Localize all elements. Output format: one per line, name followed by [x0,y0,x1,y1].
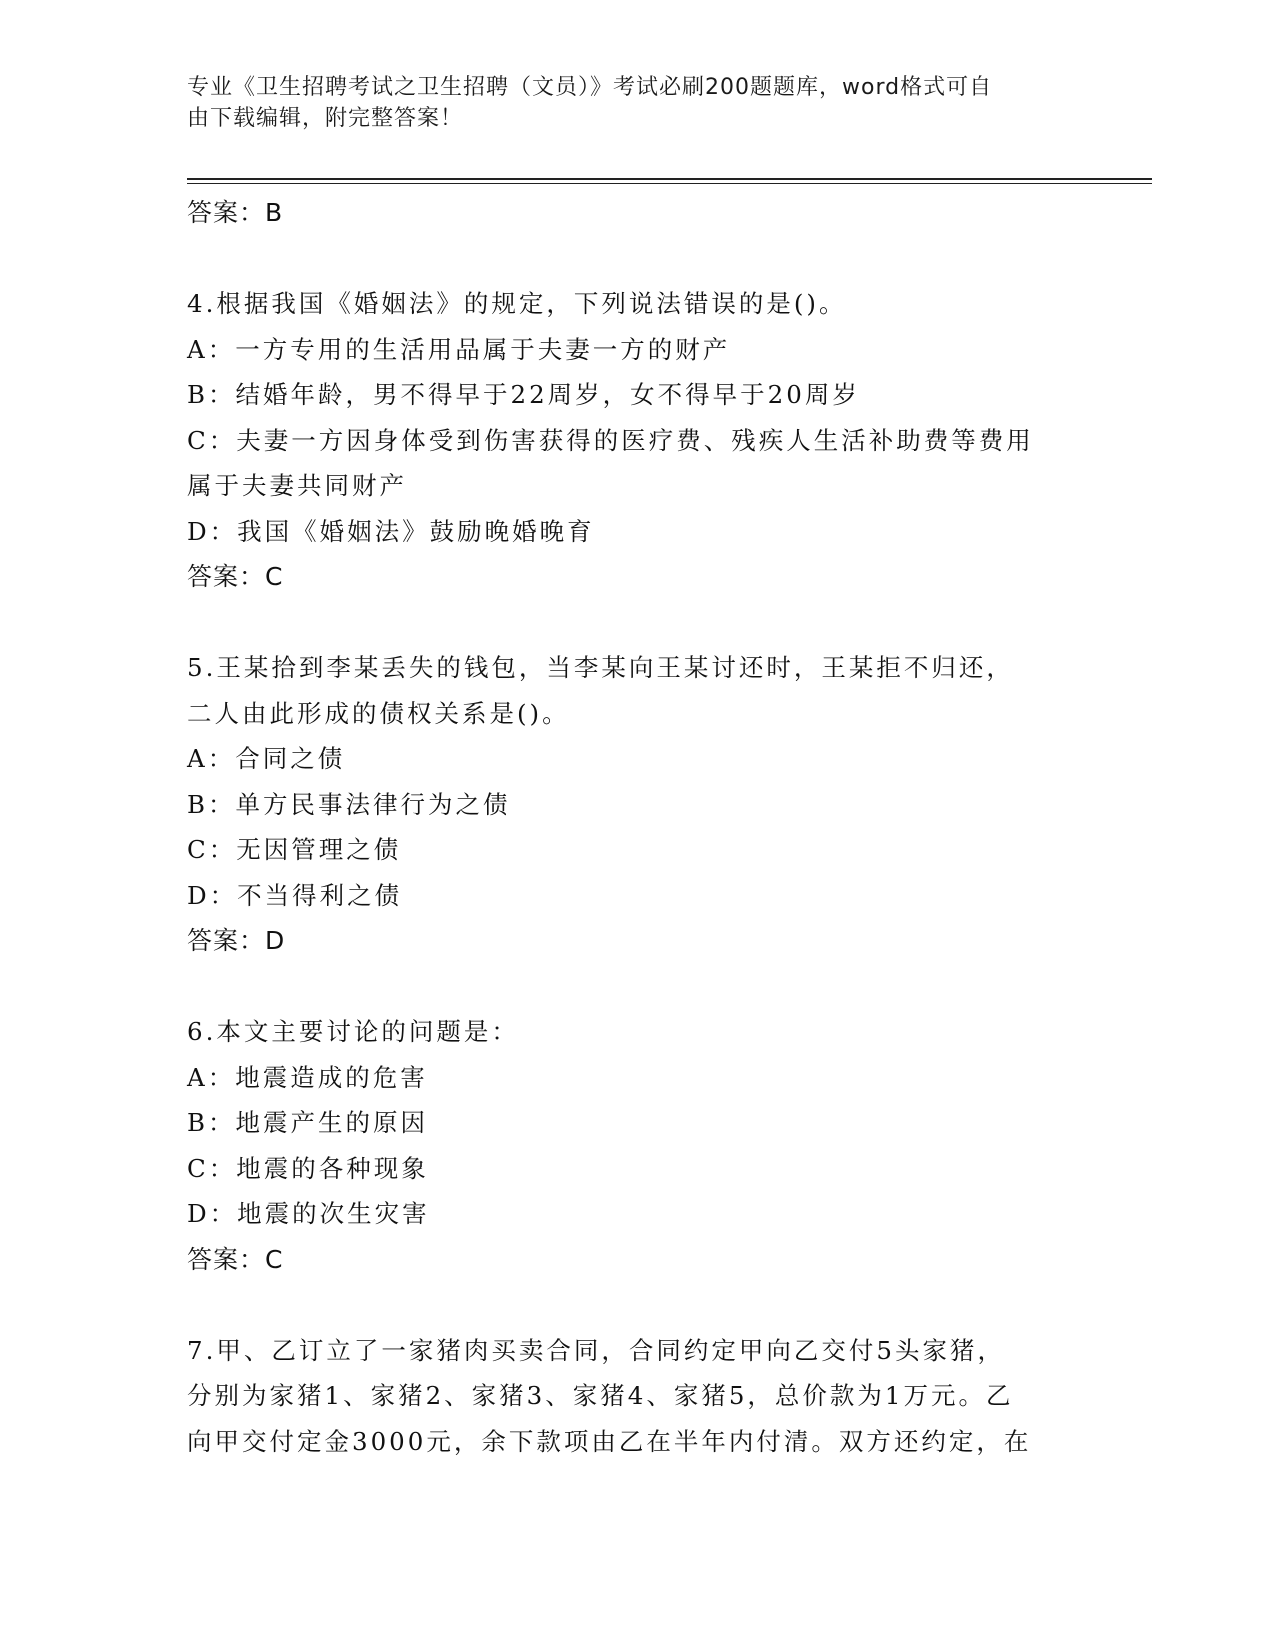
question-6-option-b: B：地震产生的原因 [187,1108,429,1137]
question-6-option-d: D：地震的次生灾害 [187,1199,430,1228]
spacer [187,1282,1087,1328]
question-7-stem: 7.甲、乙订立了一家猪肉买卖合同，合同约定甲向乙交付5头家猪， [187,1335,1005,1365]
spacer [187,600,1087,646]
question-5-stem: 5.王某拾到李某丢失的钱包，当李某向王某讨还时，王某拒不归还， [187,653,1014,682]
spacer [187,236,1087,282]
question-4-option-a: A：一方专用的生活用品属于夫妻一方的财产 [187,334,731,364]
header-divider-thin [187,183,1152,184]
spacer [187,964,1087,1010]
question-4-option-b: B：结婚年龄，男不得早于22周岁，女不得早于20周岁 [187,380,860,409]
header-title-line-1: 专业《卫生招聘考试之卫生招聘（文员）》考试必刷200题题库，word格式可自 [187,75,993,100]
question-6-option-c: C：地震的各种现象 [187,1153,429,1183]
question-4-option-c-continued: 属于夫妻共同财产 [187,471,407,500]
question-5 [187,645,1087,964]
question-7-stem-continued: 分别为家猪1、家猪2、家猪3、家猪4、家猪5，总价款为1万元。乙 [187,1381,1014,1410]
header-divider-thick [187,178,1152,180]
question-5-option-c: C：无因管理之债 [187,835,402,864]
question-7 [187,1328,1087,1465]
question-6-stem: 6.本文主要讨论的问题是： [187,1017,519,1046]
question-4-option-d: D：我国《婚姻法》鼓励晚婚晚育 [187,516,595,546]
question-4-option-c: C：夫妻一方因身体受到伤害获得的医疗费、残疾人生活补助费等费用 [187,425,1034,455]
question-4-stem: 4.根据我国《婚姻法》的规定，下列说法错误的是()。 [187,289,847,318]
question-7-stem-continued-2: 向甲交付定金3000元，余下款项由乙在半年内付清。双方还约定，在 [187,1426,1032,1456]
question-6 [187,1009,1087,1282]
question-5-option-b: B：单方民事法律行为之债 [187,789,511,819]
document-header [187,72,1067,134]
question-5-option-a: A：合同之债 [187,744,346,773]
question-4-answer: 答案：C [187,562,284,591]
answer-previous-question: 答案：B [187,198,284,227]
question-5-option-d: D：不当得利之债 [187,880,403,910]
question-6-answer: 答案：C [187,1244,284,1274]
question-5-answer: 答案：D [187,926,286,955]
question-5-stem-continued: 二人由此形成的债权关系是()。 [187,698,570,728]
document-body [187,190,1087,1464]
header-title-line-2: 由下载编辑，附完整答案！ [187,106,464,131]
question-6-option-a: A：地震造成的危害 [187,1062,428,1092]
question-4 [187,281,1087,600]
